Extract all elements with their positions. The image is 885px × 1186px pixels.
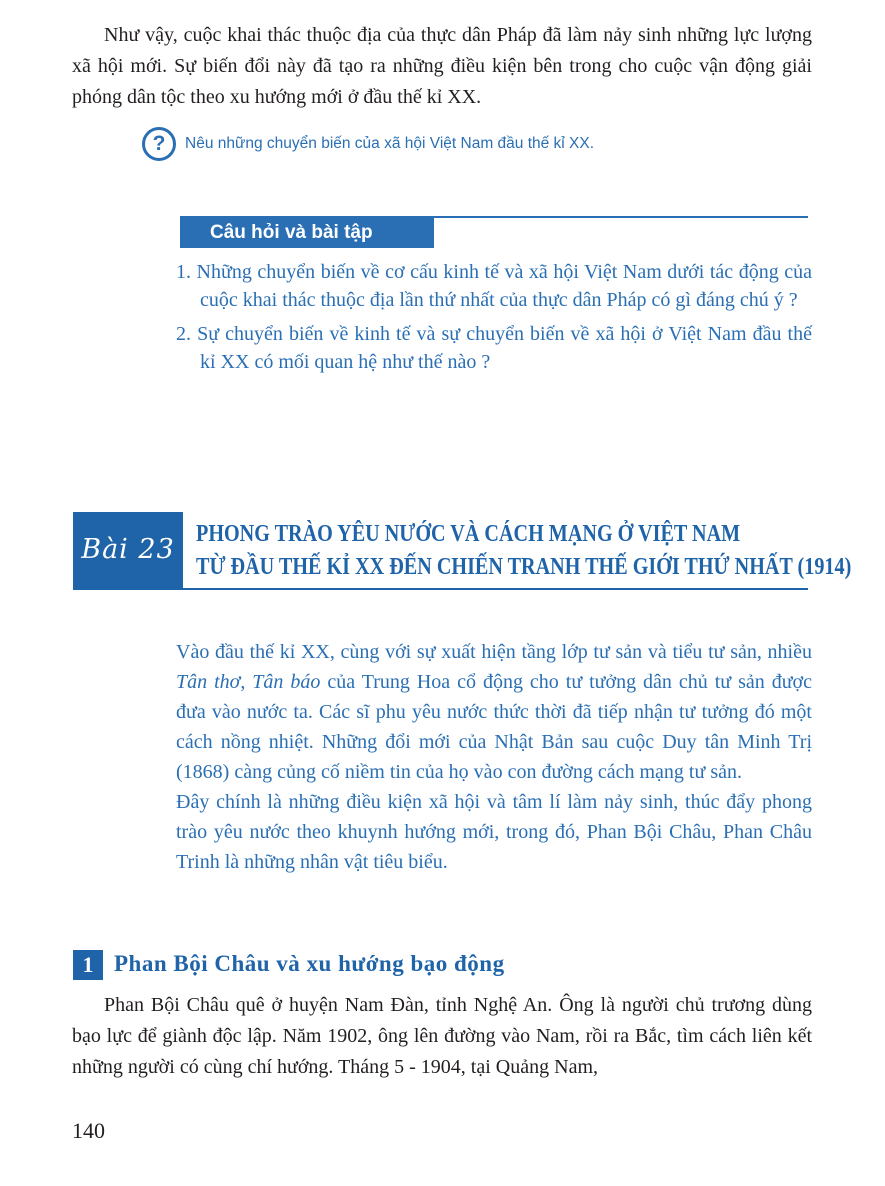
lesson-divider	[73, 588, 808, 590]
lesson-intro-text: Vào đầu thế kỉ XX, cùng với sự xuất hiện tầng lớp tư sản và tiểu tư sản, nhiều	[176, 641, 812, 663]
exercise-item-2: 2. Sự chuyển biến về kinh tế và sự chuyển biến về xã hội ở Việt Nam đầu thế kỉ XX có mối quan hệ như thế nào ?	[176, 323, 812, 373]
lesson-intro-separator: ,	[240, 671, 253, 693]
section-number: 1	[73, 950, 103, 980]
lesson-intro-paragraph-1	[176, 637, 812, 787]
intro-paragraph: Như vậy, cuộc khai thác thuộc địa của thực dân Pháp đã làm nảy sinh những lực lượng xã hội mới. Sự biến đổi này đã tạo ra những điều kiện bên trong cho cuộc vận động giải phóng dân tộc theo xu hướng mới ở đầu thế kỉ XX.	[72, 24, 812, 108]
exercise-list	[176, 258, 812, 382]
tan-bao-term: Tân báo	[252, 671, 321, 693]
exercise-item-1: 1. Những chuyển biến về cơ cấu kinh tế và xã hội Việt Nam dưới tác động của cuộc khai thác thuộc địa lần thứ nhất của thực dân Pháp có gì đáng chú ý ?	[176, 261, 812, 311]
intro-text	[72, 20, 812, 113]
lesson-title-line-2: TỪ ĐẦU THẾ KỈ XX ĐẾN CHIẾN TRANH THẾ GIỚI THỨ NHẤT (1914)	[196, 554, 852, 580]
lesson-title	[196, 518, 852, 584]
question-note	[142, 127, 594, 161]
lesson-title-line-1: PHONG TRÀO YÊU NƯỚC VÀ CÁCH MẠNG Ở VIỆT NAM	[196, 521, 741, 547]
lesson-intro-paragraph-2: Đây chính là những điều kiện xã hội và tâm lí làm nảy sinh, thúc đẩy phong trào yêu nước theo khuynh hướng mới, trong đó, Phan Bội Châu, Phan Châu Trinh là những nhân vật tiêu biểu.	[176, 791, 812, 873]
tan-tho-term: Tân thơ	[176, 671, 241, 693]
question-icon: ?	[142, 127, 176, 161]
lesson-intro-text-cont: của Trung Hoa cổ động cho tư tưởng dân chủ tư sản được đưa vào nước ta. Các sĩ phu yêu nước thức thời đã tiếp nhận tư tưởng đó một cách nồng nhiệt. Những đổi mới của Nhật Bản sau cuộc Duy tân Minh Trị (1868) càng củng cố niềm tin của họ vào con đường cách mạng tư sản.	[176, 671, 813, 783]
lesson-intro	[176, 637, 812, 877]
section-paragraph: Phan Bội Châu quê ở huyện Nam Đàn, tỉnh Nghệ An. Ông là người chủ trương dùng bạo lực để giành độc lập. Năm 1902, ông lên đường vào Nam, rồi ra Bắc, tìm cách liên kết những người có cùng chí hướng. Tháng 5 - 1904, tại Quảng Nam,	[72, 994, 812, 1078]
page-number: 140	[72, 1118, 105, 1143]
exercise-title: Câu hỏi và bài tập	[180, 218, 434, 248]
lesson-badge: Bài 23	[73, 512, 183, 588]
section-title: Phan Bội Châu và xu hướng bạo động	[114, 951, 505, 976]
section-body	[72, 990, 812, 1083]
question-text: Nêu những chuyển biến của xã hội Việt Nam đầu thế kỉ XX.	[185, 135, 595, 152]
